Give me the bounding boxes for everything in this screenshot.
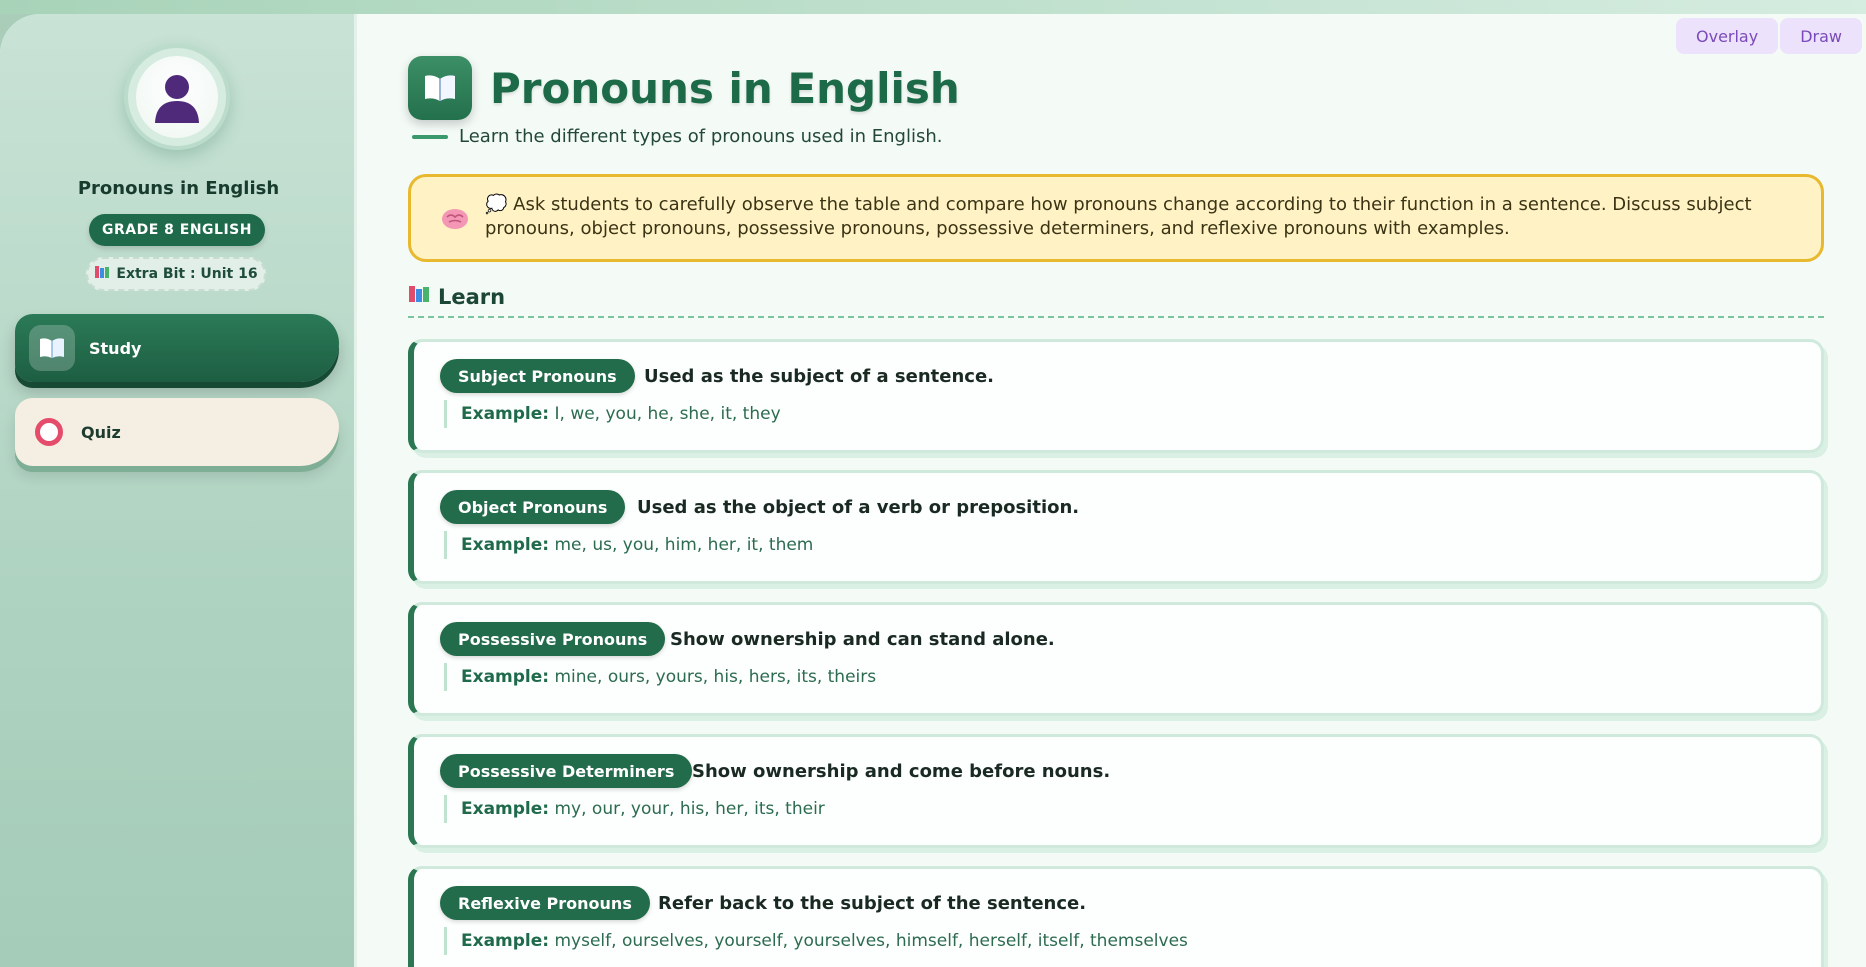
avatar [124,44,230,150]
sidebar-item-study[interactable] [15,314,339,382]
pronoun-card [408,339,1824,453]
unit-pill [86,257,266,291]
example-text: myself, ourselves, yourself, yourselves, himself, herself, itself, themselves [554,931,1188,951]
pronoun-type-badge: Possessive Pronouns [440,622,665,656]
ring-icon [35,418,63,446]
pronoun-type-badge: Possessive Determiners [440,754,692,788]
pronoun-example [444,663,876,691]
pronoun-type-badge: Reflexive Pronouns [440,886,650,920]
book-icon [408,56,472,120]
example-label: Example: [461,535,550,555]
section-title: Learn [438,284,506,309]
pronoun-card [408,734,1824,848]
pronoun-example [444,531,813,559]
pronoun-description: Refer back to the subject of the sentence. [658,893,1087,914]
pronoun-card [408,470,1824,584]
example-label: Example: [461,667,550,687]
page-subtitle: Learn the different types of pronouns used in English. [459,126,943,147]
open-book-icon [29,325,75,371]
pronoun-type-badge: Object Pronouns [440,490,625,524]
books-icon [408,284,430,309]
user-silhouette-icon [136,56,218,138]
teacher-note-text: 💭 Ask students to carefully observe the table and compare how pronouns change according to their function in a sentence. Discuss subject pronouns, object pronouns, possessive pronouns, possessive determiners, and reflexive pronouns with examples. [485,194,1752,239]
tool-buttons [1676,18,1862,54]
page-title: Pronouns in English [490,64,960,113]
sidebar [0,14,357,967]
example-text: mine, ours, yours, his, hers, its, theirs [554,667,877,687]
pronoun-description: Used as the subject of a sentence. [644,366,994,387]
section-divider [408,316,1824,318]
pronoun-example [444,400,781,428]
pronoun-type-badge: Subject Pronouns [440,359,635,393]
main-content [357,14,1866,967]
sidebar-item-quiz[interactable] [15,398,339,466]
section-header [408,284,505,309]
pronoun-card [408,866,1824,967]
books-icon [94,265,110,283]
example-text: my, our, your, his, her, its, their [554,799,825,819]
grade-badge: GRADE 8 ENGLISH [89,214,265,246]
top-strip [0,0,1866,14]
example-text: me, us, you, him, her, it, them [554,535,814,555]
subtitle-accent-bar [412,135,448,139]
pronoun-example [444,795,825,823]
sidebar-title: Pronouns in English [77,178,280,199]
example-label: Example: [461,931,550,951]
draw-button[interactable]: Draw [1780,18,1862,54]
example-text: I, we, you, he, she, it, they [554,404,781,424]
teacher-note [408,174,1824,262]
sidebar-item-label: Quiz [81,422,121,442]
sidebar-item-label: Study [89,338,142,358]
pronoun-description: Show ownership and can stand alone. [670,629,1055,650]
pronoun-description: Used as the object of a verb or preposition. [637,497,1080,518]
example-label: Example: [461,404,550,424]
pronoun-description: Show ownership and come before nouns. [692,761,1111,782]
app-window [0,14,1866,967]
brain-icon [441,207,469,235]
unit-label: Extra Bit : Unit 16 [116,266,258,282]
pronoun-card [408,602,1824,716]
overlay-button[interactable]: Overlay [1676,18,1778,54]
example-label: Example: [461,799,550,819]
pronoun-example [444,927,1188,955]
